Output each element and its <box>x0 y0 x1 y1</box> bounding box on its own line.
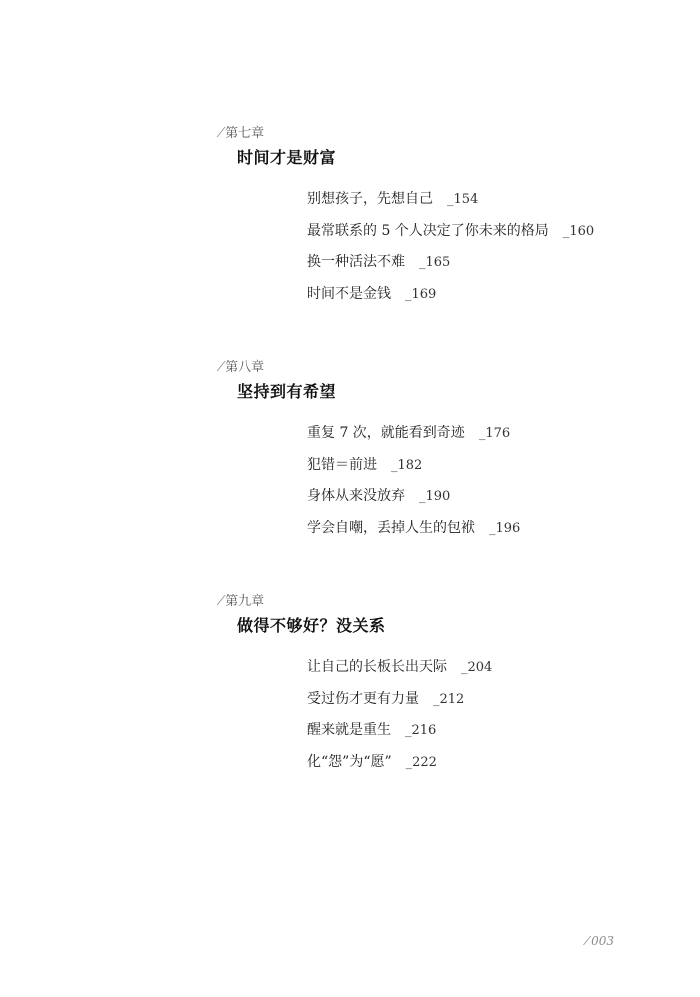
page-number <box>586 934 614 948</box>
toc-entry-list <box>307 189 594 315</box>
toc-entry-page: _154 <box>447 192 479 207</box>
toc-entry <box>307 284 594 316</box>
toc-entry <box>307 455 520 487</box>
toc-entry-title: 犯错＝前进 <box>307 456 377 473</box>
toc-entry <box>307 423 520 455</box>
toc-entry-list <box>307 423 520 549</box>
chapter-label <box>220 360 264 376</box>
toc-entry <box>307 689 492 721</box>
toc-entry-page: _190 <box>419 489 451 504</box>
toc-entry-title: 醒来就是重生 <box>307 722 391 738</box>
toc-entry-title: 化“怨”为“愿” <box>307 753 392 770</box>
toc-entry-page: _222 <box>405 754 437 770</box>
toc-entry-page: _196 <box>489 520 521 536</box>
page-number-value: 003 <box>591 934 614 948</box>
toc-entry-title: 换一种活法不难 <box>307 254 405 270</box>
chapter-label <box>220 594 264 610</box>
toc-entry-title: 重复 7 次，就能看到奇迹 <box>307 425 465 441</box>
toc-entry <box>307 221 594 253</box>
slash-ornament-icon: ⁄ <box>220 360 223 375</box>
toc-entry-list <box>307 657 492 783</box>
toc-entry-title: 最常联系的 5 个人决定了你未来的格局 <box>307 222 549 239</box>
toc-entry <box>307 518 520 550</box>
toc-entry <box>307 720 492 752</box>
toc-entry <box>307 486 520 518</box>
toc-entry <box>307 189 594 221</box>
toc-entry-page: _204 <box>461 660 493 675</box>
toc-entry-title: 受过伤才更有力量 <box>307 690 419 707</box>
chapter-title: 时间才是财富 <box>237 148 337 167</box>
toc-entry-title: 身体从来没放弃 <box>307 488 405 504</box>
toc-entry-page: _169 <box>405 286 437 302</box>
chapter-title: 坚持到有希望 <box>237 382 337 401</box>
toc-entry-title: 学会自嘲，丢掉人生的包袱 <box>307 519 475 536</box>
toc-entry-page: _216 <box>405 723 437 738</box>
toc-entry-page: _212 <box>433 691 465 707</box>
toc-entry <box>307 252 594 284</box>
slash-ornament-icon: ⁄ <box>220 594 223 609</box>
chapter-number: 第九章 <box>225 594 265 609</box>
toc-entry-title: 让自己的长板长出天际 <box>307 659 447 675</box>
toc-entry-page: _160 <box>562 223 595 239</box>
toc-entry <box>307 752 492 784</box>
toc-entry-title: 时间不是金钱 <box>307 285 391 302</box>
chapter-title: 做得不够好？没关系 <box>237 616 386 635</box>
toc-entry-title: 别想孩子，先想自己 <box>307 191 433 207</box>
chapter-label <box>220 126 264 142</box>
toc-entry-page: _165 <box>419 255 451 270</box>
chapter-number: 第八章 <box>225 360 265 375</box>
toc-entry-page: _176 <box>478 426 511 441</box>
slash-ornament-icon: ⁄ <box>220 126 223 141</box>
toc-entry <box>307 657 492 689</box>
chapter-number: 第七章 <box>225 126 265 141</box>
slash-ornament-icon: ⁄ <box>586 934 589 948</box>
toc-entry-page: _182 <box>391 457 423 473</box>
